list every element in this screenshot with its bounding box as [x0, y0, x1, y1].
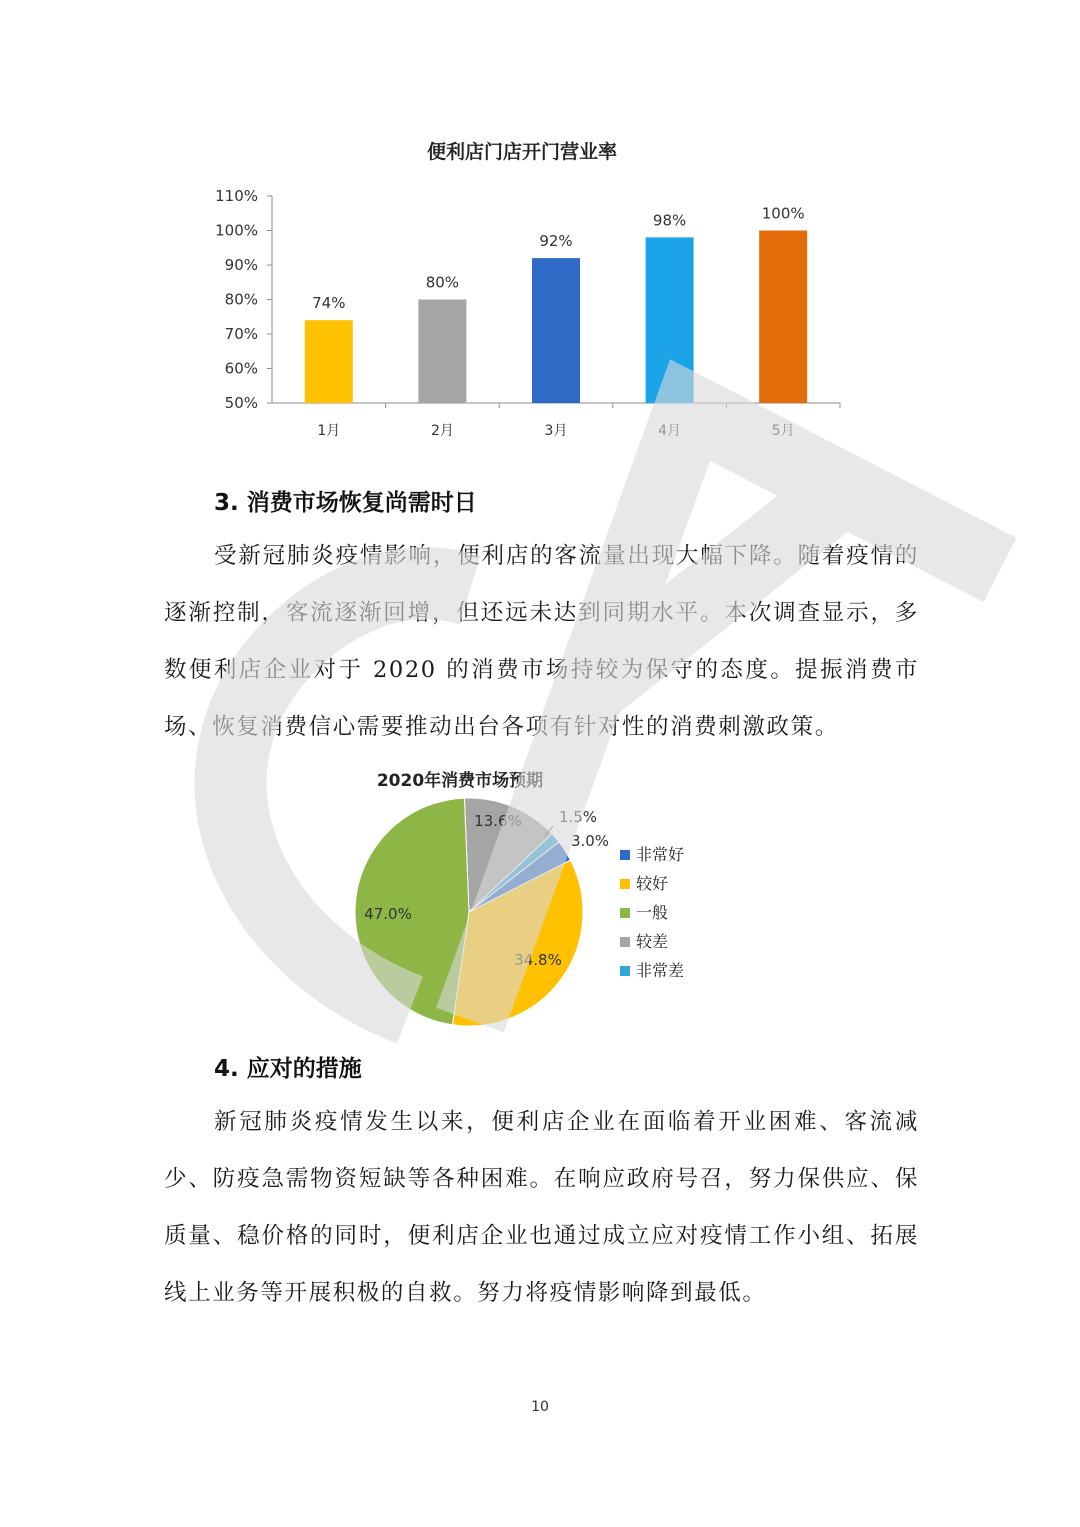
- pie-data-label: 3.0%: [570, 832, 610, 850]
- bar-data-label: 98%: [652, 211, 687, 230]
- bar-y-tick-label: 50%: [224, 394, 258, 412]
- legend-label: 较好: [636, 874, 669, 893]
- bar-category-label: 1月: [317, 423, 341, 439]
- legend-swatch: [620, 908, 630, 918]
- section-heading-countermeasures: 4. 应对的措施: [214, 1056, 362, 1082]
- bar-y-tick-label: 60%: [224, 359, 258, 378]
- legend-swatch: [620, 937, 630, 947]
- pie-data-label: 47.0%: [364, 905, 412, 923]
- bar-category-label: 2月: [430, 423, 454, 439]
- legend-label: 一般: [636, 903, 669, 922]
- bar-category-label: 3月: [544, 423, 568, 439]
- section-heading-consumer-market: 3. 消费市场恢复尚需时日: [214, 490, 477, 516]
- bar-y-tick-label: 90%: [224, 256, 258, 274]
- legend-swatch: [620, 966, 630, 976]
- legend-swatch: [620, 850, 630, 860]
- page-number: 10: [531, 1399, 549, 1415]
- bar-data-label: 74%: [312, 294, 346, 313]
- legend-item: [620, 898, 684, 927]
- bar-chart-title: 便利店门店开门营业率: [426, 141, 617, 163]
- bar-data-label: 100%: [761, 204, 805, 223]
- pie-data-label: 13.6%: [474, 812, 522, 830]
- bar-data-label: 80%: [425, 273, 460, 292]
- pie-legend: [620, 840, 684, 985]
- bar-y-tick-label: 100%: [215, 221, 258, 240]
- section-paragraph-countermeasures: 新冠肺炎疫情发生以来，便利店企业在面临着开业困难、客流减少、防疫急需物资短缺等各种困难。在响应政府号召，努力保供应、保质量、稳价格的同时，便利店企业也通过成立应对疫情工作小组、拓展线上业务等开展积极的自救。努力将疫情影响降到最低。: [164, 1109, 919, 1306]
- bar-category-label: 5月: [771, 423, 795, 439]
- legend-label: 较差: [636, 932, 669, 951]
- legend-item: [620, 927, 684, 956]
- legend-item: [620, 840, 684, 869]
- legend-label: 非常好: [636, 845, 685, 864]
- legend-swatch: [620, 879, 630, 889]
- bar-data-label: 92%: [539, 232, 573, 251]
- section-paragraph-consumer-market: 受新冠肺炎疫情影响，便利店的客流量出现大幅下降。随着疫情的逐渐控制，客流逐渐回增，但还远未达到同期水平。本次调查显示，多数便利店企业对于 2020 的消费市场持较为保守的态度。提振消费市场、恢复消费信心需要推动出台各项有针对性的消费刺激政策。: [164, 543, 919, 740]
- legend-label: 非常差: [636, 961, 685, 980]
- pie-chart-title: 2020年消费市场预期: [376, 771, 544, 791]
- bar-y-tick-label: 110%: [215, 187, 258, 205]
- bar-category-label: 4月: [658, 423, 682, 439]
- bar-y-tick-label: 80%: [224, 290, 258, 309]
- pie-data-label: 34.8%: [514, 951, 562, 969]
- legend-item: [620, 869, 684, 898]
- legend-item: [620, 956, 684, 985]
- pie-data-label: 1.5%: [558, 808, 598, 826]
- bar-y-tick-label: 70%: [224, 325, 258, 343]
